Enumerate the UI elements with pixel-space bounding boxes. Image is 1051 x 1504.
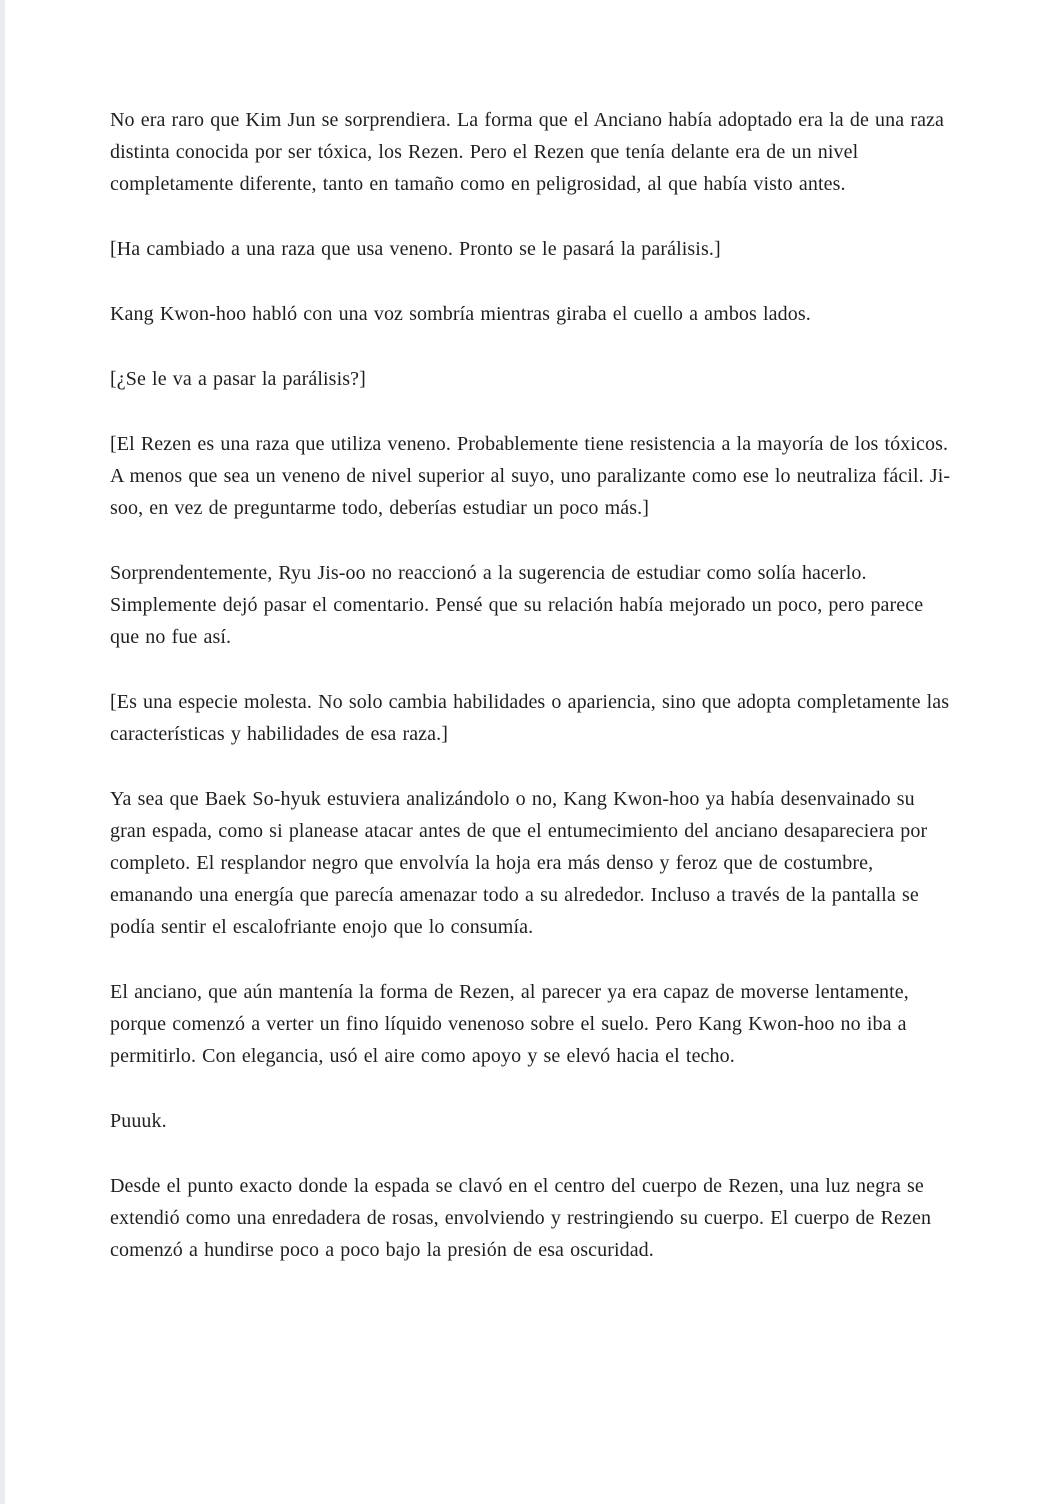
paragraph-dialogue: [Ha cambiado a una raza que usa veneno. Pronto se le pasará la parálisis.]: [110, 238, 721, 260]
paragraph: Ya sea que Baek So-hyuk estuviera analizándolo o no, Kang Kwon-hoo ya había desenvainado su gran espada, como si planease atacar antes de que el entumecimiento del anciano desapareciera por completo. El resplandor negro que envolvía la hoja era más denso y feroz que de costumbre, emanando una energía que parecía amenazar todo a su alrededor. Incluso a través de la pantalla se podía sentir el escalofriante enojo que lo consumía.: [110, 788, 928, 938]
document-body: [110, 104, 952, 1266]
paragraph: No era raro que Kim Jun se sorprendiera. La forma que el Anciano había adoptado era la de una raza distinta conocida por ser tóxica, los Rezen. Pero el Rezen que tenía delante era de un nivel completamente diferente, tanto en tamaño como en peligrosidad, al que había visto antes.: [110, 109, 945, 195]
paragraph-sfx: Puuuk.: [110, 1110, 167, 1132]
paragraph: Sorprendentemente, Ryu Jis-oo no reaccionó a la sugerencia de estudiar como solía hacerlo. Simplemente dejó pasar el comentario. Pensé que su relación había mejorado un poco, pero parece que no fue así.: [110, 562, 924, 648]
paragraph-dialogue: [El Rezen es una raza que utiliza veneno. Probablemente tiene resistencia a la mayoría de los tóxicos. A menos que sea un veneno de nivel superior al suyo, uno paralizante como ese lo neutraliza fácil. Ji-soo, en vez de preguntarme todo, deberías estudiar un poco más.]: [110, 433, 951, 519]
paragraph: Desde el punto exacto donde la espada se clavó en el centro del cuerpo de Rezen, una luz negra se extendió como una enredadera de rosas, envolviendo y restringiendo su cuerpo. El cuerpo de Rezen comenzó a hundirse poco a poco bajo la presión de esa oscuridad.: [110, 1175, 932, 1261]
page-left-edge: [0, 0, 5, 1504]
paragraph-dialogue: [Es una especie molesta. No solo cambia habilidades o apariencia, sino que adopta completamente las características y habilidades de esa raza.]: [110, 691, 950, 745]
paragraph: Kang Kwon-hoo habló con una voz sombría mientras giraba el cuello a ambos lados.: [110, 303, 811, 325]
paragraph-dialogue: [¿Se le va a pasar la parálisis?]: [110, 368, 366, 390]
paragraph: El anciano, que aún mantenía la forma de Rezen, al parecer ya era capaz de moverse lentamente, porque comenzó a verter un fino líquido venenoso sobre el suelo. Pero Kang Kwon-hoo no iba a permitirlo. Con elegancia, usó el aire como apoyo y se elevó hacia el techo.: [110, 981, 909, 1067]
